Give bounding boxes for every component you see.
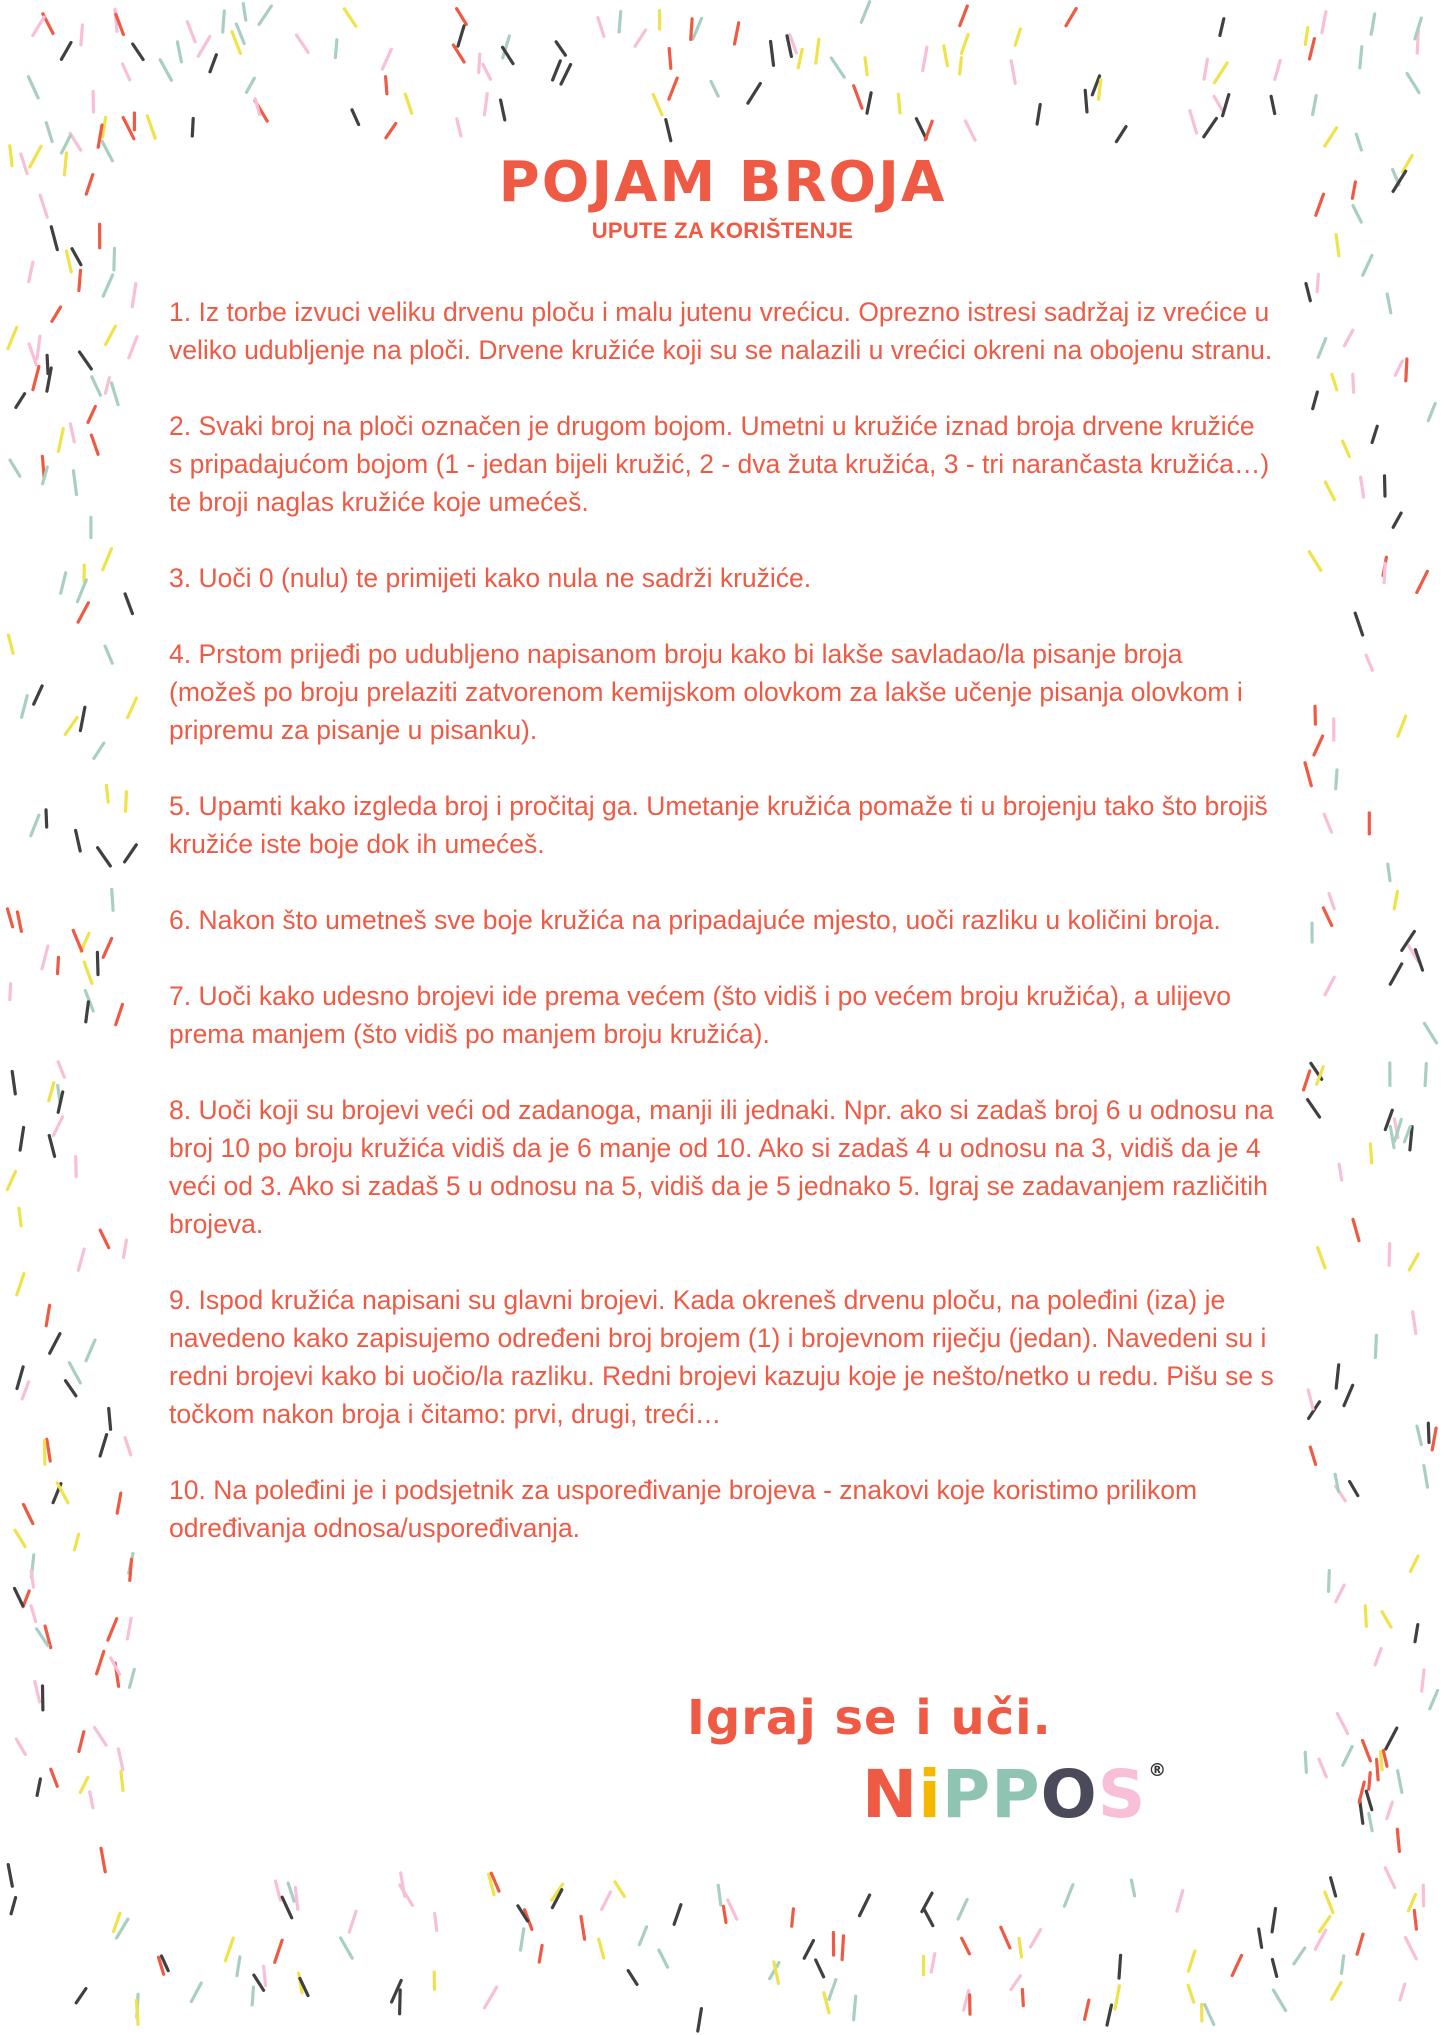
instruction-step-6: 6. Nakon što umetneš sve boje kružića na pripadajuće mjesto, uoči razliku u količini broja.	[169, 905, 1221, 935]
registered-mark: ®	[1148, 1760, 1168, 1781]
page-title: POJAM BROJA	[498, 150, 947, 215]
instruction-step-1: 1. Iz torbe izvuci veliku drvenu ploču i malu jutenu vrećicu. Oprezno istresi sadržaj iz vrećice u veliko udubljenje na ploči. Drvene kružiće koji su se nalazili u vrećici okreni na obojenu stranu.	[169, 297, 1273, 365]
instruction-list	[169, 293, 1274, 1585]
instruction-step-7: 7. Uoči kako udesno brojevi ide prema većem (što vidiš i po većem broju kružića), a ulijevo prema manjem (što vidiš po manjem broju kružića).	[169, 981, 1231, 1049]
instruction-step-9: 9. Ispod kružića napisani su glavni brojevi. Kada okreneš drvenu ploču, na poleđini (iza) je navedeno kako zapisujemo određeni broj brojem (1) i brojevnom riječju (jedan). Navedeni su i redni brojevi kako bi uočio/la razliku. Redni brojevi kazuju koje je nešto/netko u redu. Pišu se s točkom nakon broja i čitamo: prvi, drugi, treći…	[169, 1285, 1274, 1429]
tagline: Igraj se i uči.	[687, 1690, 1052, 1746]
logo-letter: P	[941, 1756, 992, 1833]
instruction-step-8: 8. Uoči koji su brojevi veći od zadanoga, manji ili jednaki. Npr. ako si zadaš broj 6 u odnosu na broj 10 po broju kružića vidiš da je 6 manje od 10. Ako si zadaš 4 u odnosu na 3, vidiš da je 4 veći od 3. Ako si zadaš 5 u odnosu na 5, vidiš da je 5 jednako 5. Igraj se zadavanjem različitih brojeva.	[169, 1095, 1274, 1239]
logo-letter: P	[991, 1756, 1041, 1833]
instruction-step-5: 5. Upamti kako izgleda broj i pročitaj ga. Umetanje kružića pomaže ti u brojenju tako što brojiš kružiće iste boje dok ih umećeš.	[169, 791, 1268, 859]
instruction-step-10: 10. Na poleđini je i podsjetnik za uspoređivanje brojeva - znakovi koje koristimo prilikom određivanja odnosa/uspoređivanja.	[169, 1475, 1198, 1543]
instruction-step-2: 2. Svaki broj na ploči označen je drugom bojom. Umetni u kružiće iznad broja drvene kružiće s pripadajućom bojom (1 - jedan bijeli kružić, 2 - dva žuta kružića, 3 - tri narančasta kružića…) te broji naglas kružiće koje umećeš.	[169, 411, 1270, 517]
instruction-step-3: 3. Uoči 0 (nulu) te primijeti kako nula ne sadrži kružiće.	[169, 563, 812, 593]
nippos-logo	[862, 1756, 1168, 1833]
instruction-step-4: 4. Prstom prijeđi po udubljeno napisanom broju kako bi lakše savladao/la pisanje broja (možeš po broju prelaziti zatvorenom kemijskom olovkom za lakše učenje pisanja olovkom i pripremu za pisanje u pisanku).	[169, 639, 1243, 745]
logo-letter: O	[1040, 1756, 1098, 1833]
logo-letter: N	[862, 1756, 919, 1833]
page-subtitle: UPUTE ZA KORIŠTENJE	[591, 218, 854, 243]
logo-letter: i	[918, 1756, 942, 1833]
logo-letter: S	[1097, 1756, 1147, 1833]
